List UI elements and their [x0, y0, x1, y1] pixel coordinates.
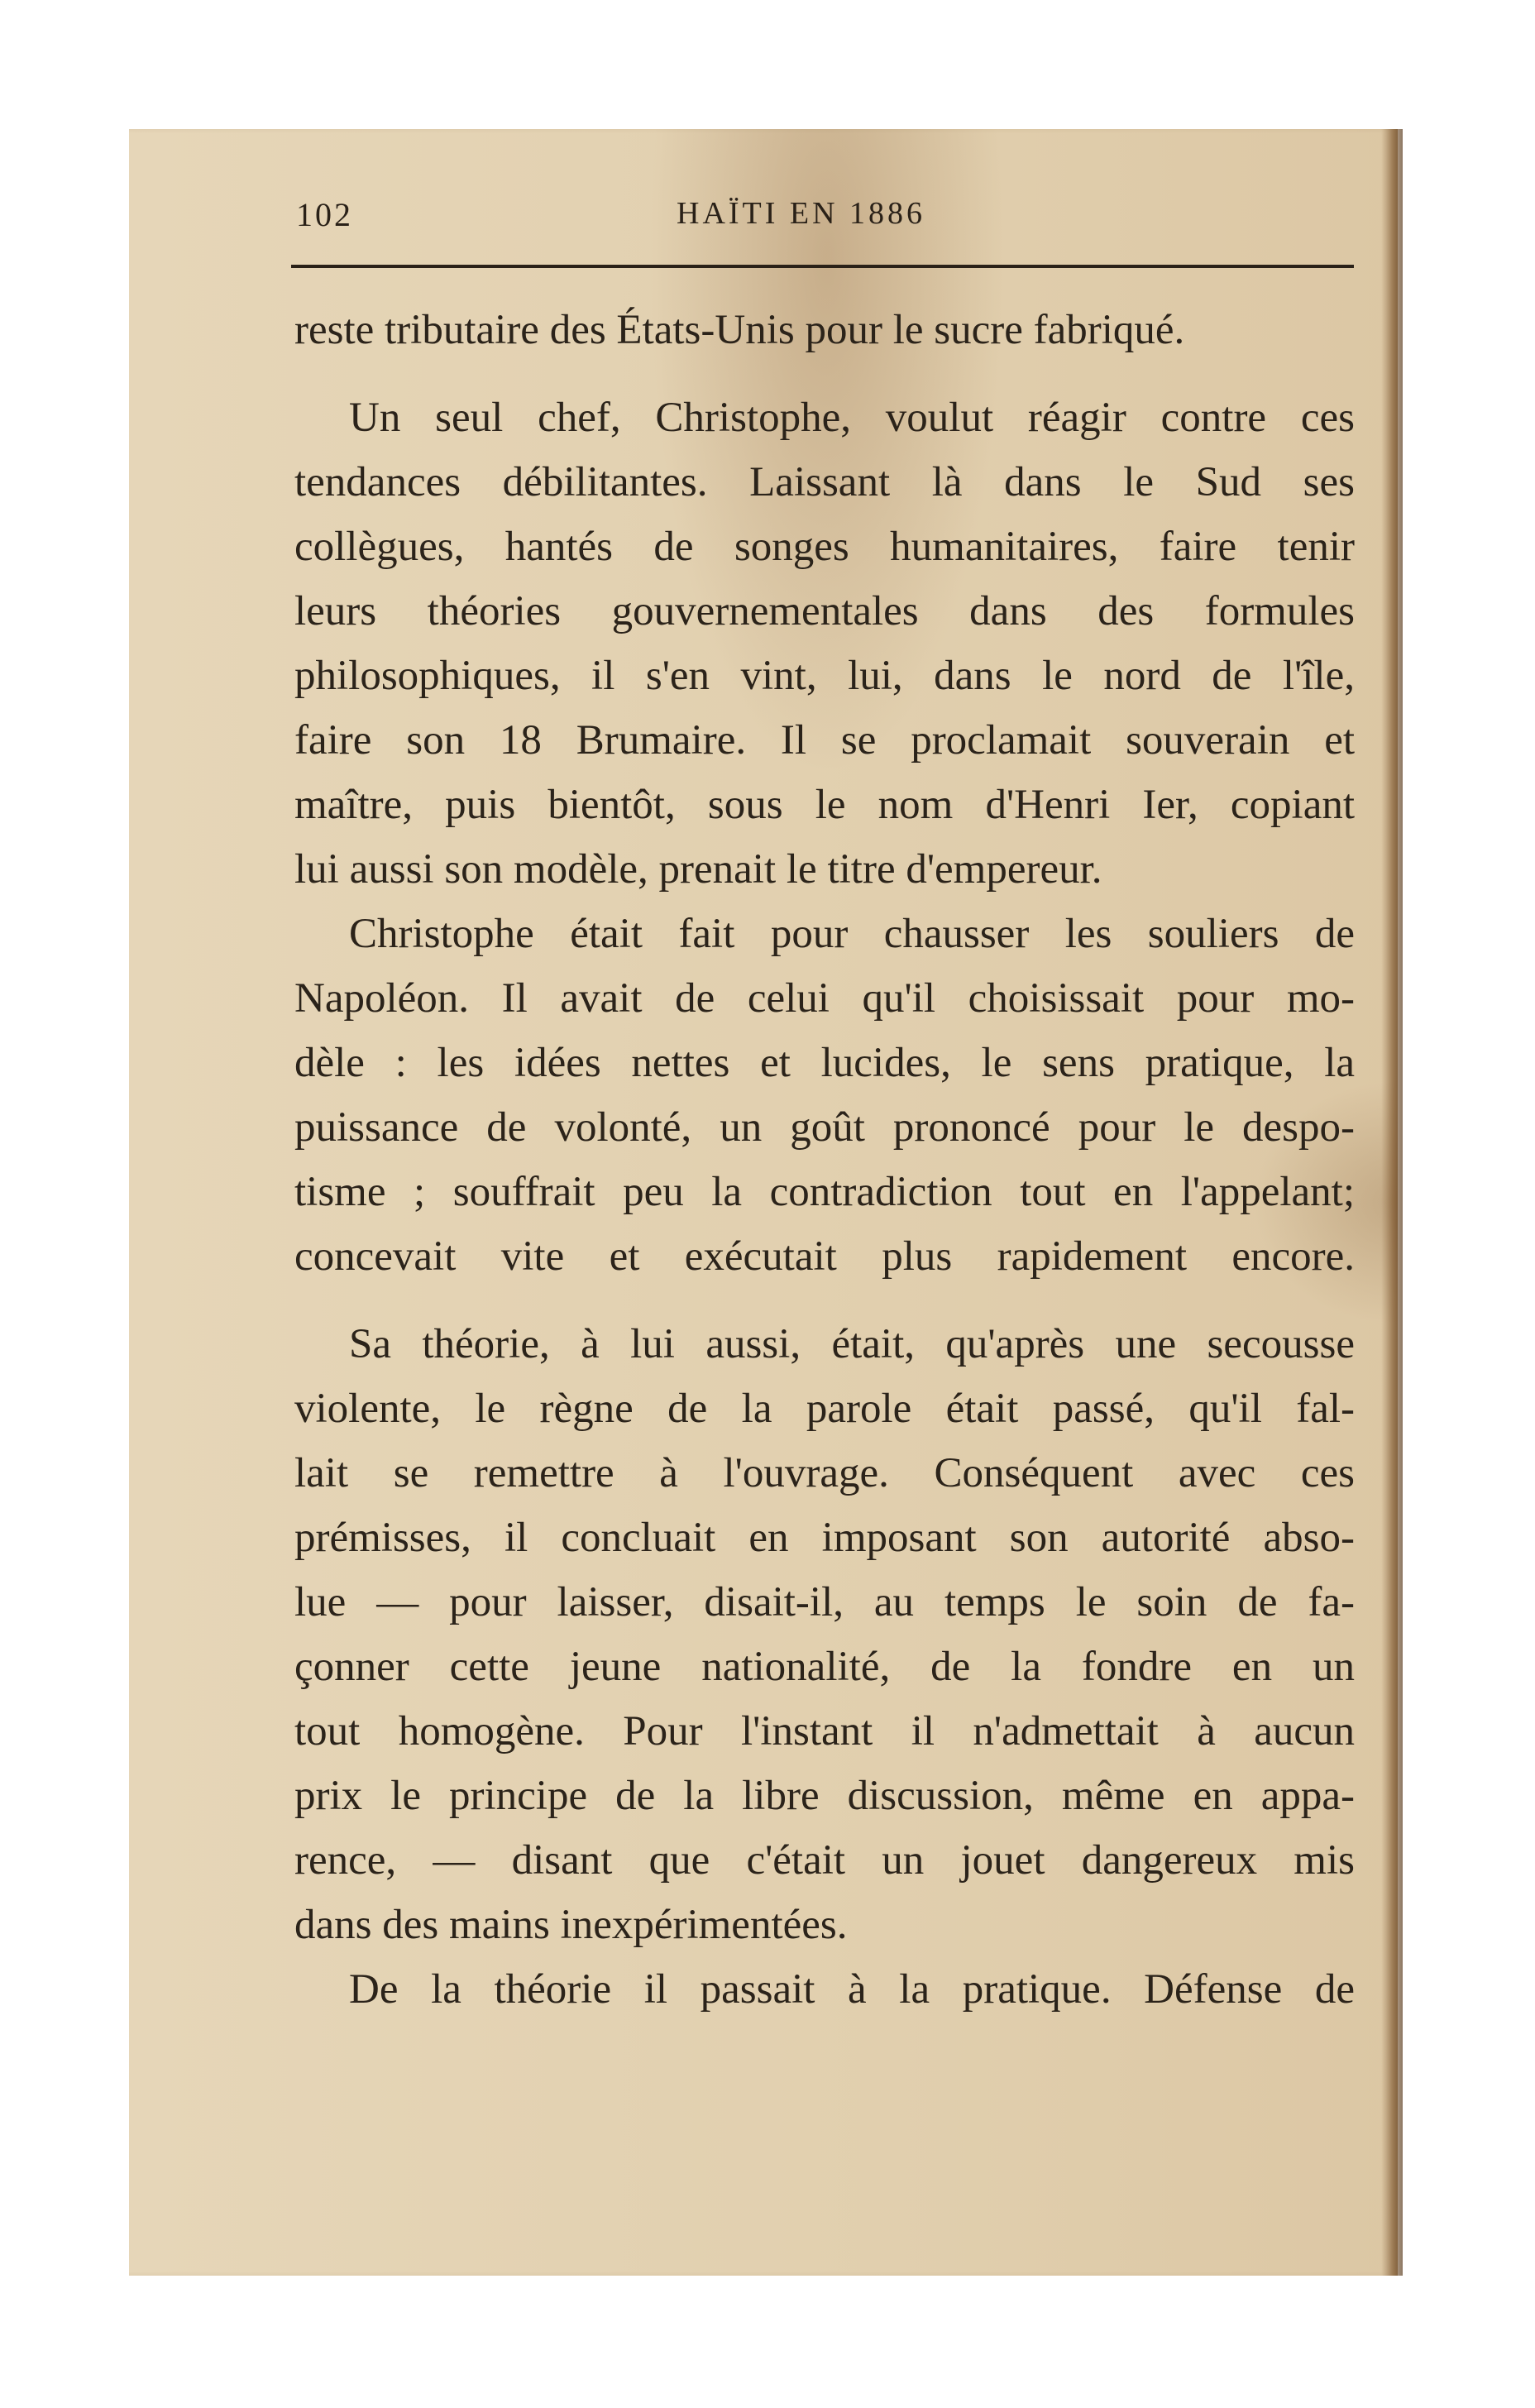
text-line: Christophe était fait pour chausser les souliers de: [349, 911, 1355, 957]
text-line: rence, — disant que c'était un jouet dangereux mis: [294, 1837, 1355, 1884]
page-header: [296, 195, 1351, 245]
text-line: faire son 18 Brumaire. Il se proclamait souverain et: [294, 717, 1355, 764]
body-text: [294, 298, 1355, 2022]
text-line: tout homogène. Pour l'instant il n'admettait à aucun: [294, 1708, 1355, 1755]
page-edge-shadow: [1381, 129, 1403, 2276]
text-line: prémisses, il concluait en imposant son autorité abso-: [294, 1515, 1355, 1561]
text-line: reste tributaire des États-Unis pour le sucre fabriqué.: [294, 307, 1185, 353]
text-line: concevait vite et exécutait plus rapidement encore.: [294, 1233, 1355, 1280]
text-line: Un seul chef, Christophe, voulut réagir contre ces: [349, 395, 1355, 441]
paragraph-gap: [294, 1289, 1355, 1312]
text-line: Sa théorie, à lui aussi, était, qu'après une secousse: [349, 1321, 1355, 1367]
text-line: puissance de volonté, un goût prononcé pour le despo-: [294, 1104, 1355, 1151]
running-title: HAÏTI EN 1886: [677, 196, 926, 231]
text-line: tisme ; souffrait peu la contradiction tout en l'appelant;: [294, 1169, 1355, 1215]
paragraph-gap: [294, 362, 1355, 385]
text-line: leurs théories gouvernementales dans des formules: [294, 588, 1355, 634]
text-line: tendances débilitantes. Laissant là dans le Sud ses: [294, 459, 1355, 505]
text-line: maître, puis bientôt, sous le nom d'Henri Ier, copiant: [294, 782, 1355, 828]
text-line: Napoléon. Il avait de celui qu'il choisissait pour mo-: [294, 975, 1355, 1022]
text-line: prix le principe de la libre discussion, même en appa-: [294, 1773, 1355, 1819]
text-line: lait se remettre à l'ouvrage. Conséquent avec ces: [294, 1450, 1355, 1496]
header-rule: [291, 265, 1354, 268]
text-line: collègues, hantés de songes humanitaires, faire tenir: [294, 524, 1355, 570]
text-line: philosophiques, il s'en vint, lui, dans le nord de l'île,: [294, 653, 1355, 699]
text-line: dèle : les idées nettes et lucides, le sens pratique, la: [294, 1040, 1355, 1086]
text-line: lui aussi son modèle, prenait le titre d'empereur.: [294, 846, 1102, 893]
text-line: De la théorie il passait à la pratique. Défense de: [349, 1966, 1355, 2013]
text-line: çonner cette jeune nationalité, de la fondre en un: [294, 1644, 1355, 1690]
text-line: violente, le règne de la parole était passé, qu'il fal-: [294, 1386, 1355, 1432]
text-line: dans des mains inexpérimentées.: [294, 1902, 848, 1948]
text-line: lue — pour laisser, disait-il, au temps le soin de fa-: [294, 1579, 1355, 1625]
page-number: 102: [296, 196, 353, 233]
